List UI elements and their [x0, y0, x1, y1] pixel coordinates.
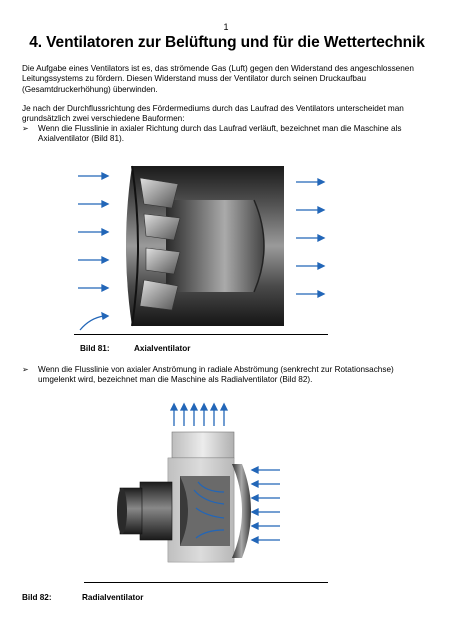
radial-motor: [140, 482, 172, 540]
axial-outflow-arrows: [296, 179, 324, 297]
page-number: 1: [223, 22, 229, 32]
bullet-radial-text: Wenn die Flusslinie von axialer Anströmung in radiale Abströmung (senkrecht zur Rotationsachse) umgelenkt wird, bezeichnet man die Maschine als Radialventilator (Bild 82).: [38, 365, 394, 385]
bullet-axial-text: Wenn die Flusslinie in axialer Richtung durch das Laufrad verläuft, bezeichnet man die Maschine als Axialventilator (Bild 81).: [38, 124, 402, 144]
axial-hub: [166, 200, 264, 292]
figure-82-rule: [84, 582, 328, 583]
radial-outflow-arrows: [171, 404, 227, 426]
bullet-radial: [22, 365, 432, 386]
axial-fan-illustration: [74, 158, 328, 334]
figure-81-rule: [74, 334, 328, 335]
bullet-arrow-icon: ➢: [22, 365, 29, 374]
radial-inflow-arrows: [252, 467, 280, 543]
intro-paragraph: Die Aufgabe eines Ventilators ist es, das strömende Gas (Luft) gegen den Widerstand des angeschlossenen Leitungssystems zu fördern. Diesen Widerstand muss der Ventilator durch seinen Druckaufbau (Gesamtdruckerhöhung) überwinden.: [22, 64, 414, 94]
figure-81-number: Bild 81:: [80, 344, 110, 353]
axial-inflow-arrows: [78, 173, 108, 330]
radial-outlet-duct: [172, 432, 234, 458]
figure-82-title: Radialventilator: [82, 593, 144, 602]
radial-inlet-nozzle: [232, 464, 251, 558]
bullet-axial: [22, 124, 432, 145]
figure-82-number: Bild 82:: [22, 593, 52, 602]
bullet-arrow-icon: ➢: [22, 124, 29, 133]
radial-fan-illustration: [84, 400, 328, 580]
types-paragraph: Je nach der Durchflussrichtung des Fördermediums durch das Laufrad des Ventilators unterscheidet man grundsätzlich zwei verschiedene Bauformen:: [22, 104, 404, 124]
page-title: 4. Ventilatoren zur Belüftung und für die Wettertechnik: [29, 34, 425, 51]
figure-81-title: Axialventilator: [134, 344, 191, 353]
